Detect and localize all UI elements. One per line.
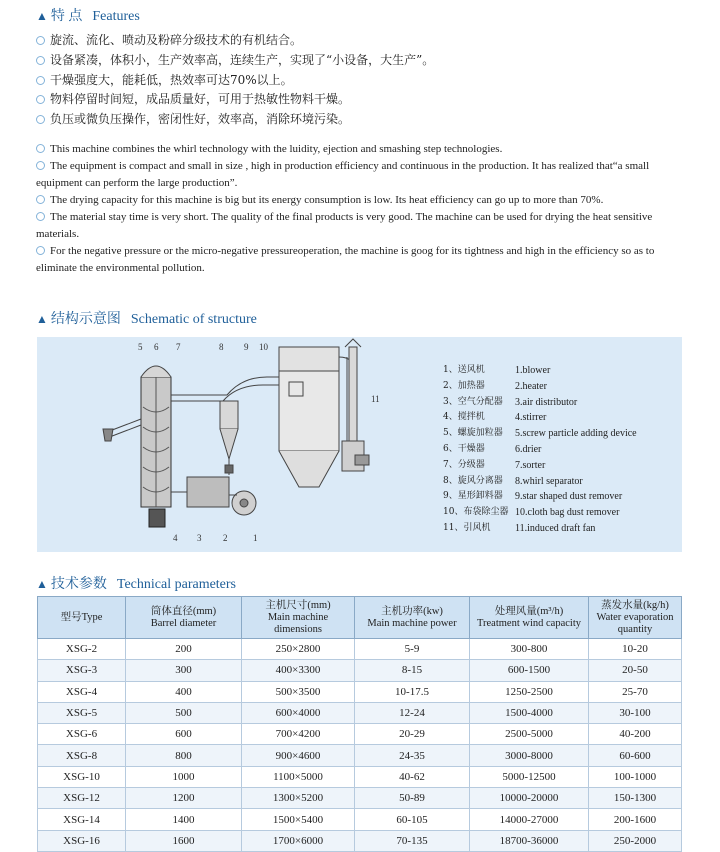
legend-row: 8、旋风分离器 8.whirl separator <box>443 475 583 487</box>
table-row: XSG-5 500 600×4000 12-24 1500-4000 30-100 <box>38 702 682 723</box>
list-item: 旋流、流化、喷动及粉碎分级技术的有机结合。 <box>36 31 434 51</box>
list-item: The equipment is compact and small in size , high in production efficiency and continuous in the production. It has realized that“a small equipment can perform the large production”. <box>36 160 650 189</box>
list-item: This machine combines the whirl technology with the luidity, ejection and smashing step technologies. <box>36 141 686 158</box>
legend-row: 5、螺旋加粒器 5.screw particle adding device <box>443 428 637 440</box>
list-item: The material stay time is very short. The quality of the final products is very good. The machine can be used for drying the heat sensitive materials. <box>36 211 653 240</box>
legend-row: 10、布袋除尘器 10.cloth bag dust remover <box>443 507 620 519</box>
triangle-icon: ▲ <box>36 9 48 23</box>
diagram-label-3: 3 <box>197 533 202 543</box>
table-row: XSG-10 1000 1100×5000 40-62 5000-12500 100-1000 <box>38 766 682 787</box>
table-row: XSG-16 1600 1700×6000 70-135 18700-36000 250-2000 <box>38 830 682 851</box>
diagram-label-11: 11 <box>371 394 380 404</box>
circle-bullet-icon <box>36 195 45 204</box>
table-row: XSG-4 400 500×3500 10-17.5 1250-2500 25-70 <box>38 681 682 702</box>
circle-bullet-icon <box>36 76 45 85</box>
list-item: For the negative pressure or the micro-negative pressureoperation, the machine is goog for its tightness and high in the efficiency so as to eliminate the environmental pollution. <box>36 245 655 274</box>
diagram-label-9: 9 <box>244 342 249 352</box>
circle-bullet-icon <box>36 56 45 65</box>
features-zh-list <box>36 31 434 130</box>
structure-legend <box>443 363 637 537</box>
diagram-label-1: 1 <box>253 533 258 543</box>
legend-row: 3、空气分配器 3.air distributor <box>443 396 578 408</box>
list-item: 设备紧凑，体积小，生产效率高，连续生产，实现了“小设备，大生产”。 <box>36 51 434 71</box>
column-header: 处理风量(m³/h) Treatment wind capacity <box>470 597 589 639</box>
circle-bullet-icon <box>36 115 45 124</box>
column-header: 主机功率(kw) Main machine power <box>355 597 470 639</box>
column-header: 主机尺寸(mm) Main machine dimensions <box>242 597 355 639</box>
legend-row: 4、搅拌机 4.stirrer <box>443 412 547 424</box>
diagram-label-8: 8 <box>219 342 224 352</box>
table-row: XSG-6 600 700×4200 20-29 2500-5000 40-200 <box>38 724 682 745</box>
tech-title-zh: 技术参数 <box>50 577 107 592</box>
circle-bullet-icon <box>36 212 45 221</box>
legend-row: 2、加热器 2.heater <box>443 380 547 392</box>
list-item: The drying capacity for this machine is big but its energy consumption is low. Its heat efficiency can go up to more than 70%. <box>36 192 686 209</box>
diagram-label-10: 10 <box>259 342 268 352</box>
technical-parameters-table <box>37 596 682 852</box>
circle-bullet-icon <box>36 144 45 153</box>
diagram-label-7: 7 <box>176 342 181 352</box>
triangle-icon: ▲ <box>36 312 48 326</box>
schematic-drawing <box>37 337 437 552</box>
diagram-label-2: 2 <box>223 533 228 543</box>
circle-bullet-icon <box>36 95 45 104</box>
table-row: XSG-12 1200 1300×5200 50-89 10000-20000 150-1300 <box>38 788 682 809</box>
triangle-icon: ▲ <box>36 577 48 591</box>
legend-row: 6、干燥器 6.drier <box>443 443 542 455</box>
features-title-en: Features <box>92 9 140 24</box>
list-item: 干燥强度大，能耗低，热效率可达70%以上。 <box>36 71 434 91</box>
legend-row: 9、星形卸料器 9.star shaped dust remover <box>443 491 623 503</box>
legend-row: 7、分级器 7.sorter <box>443 459 546 471</box>
table-header-row <box>38 597 682 639</box>
table-row: XSG-14 1400 1500×5400 60-105 14000-27000 200-1600 <box>38 809 682 830</box>
structure-heading <box>36 308 257 328</box>
tech-title-en: Technical parameters <box>116 577 237 592</box>
legend-row: 1、送风机 1.blower <box>443 365 551 376</box>
table-row: XSG-3 300 400×3300 8-15 600-1500 20-50 <box>38 660 682 681</box>
diagram-label-6: 6 <box>154 342 159 352</box>
features-heading <box>36 5 140 25</box>
table-row: XSG-8 800 900×4600 24-35 3000-8000 60-600 <box>38 745 682 766</box>
structure-title-zh: 结构示意图 <box>50 312 121 327</box>
tech-heading <box>36 573 236 593</box>
diagram-label-4: 4 <box>173 533 178 543</box>
column-header: 蒸发水量(kg/h) Water evaporation quantity <box>589 597 682 639</box>
legend-row: 11、引风机 11.induced draft fan <box>443 522 596 534</box>
circle-bullet-icon <box>36 36 45 45</box>
column-header: 筒体直径(mm) Barrel diameter <box>126 597 242 639</box>
features-en-list <box>36 141 686 277</box>
list-item: 物料停留时间短，成品质量好，可用于热敏性物料干燥。 <box>36 90 434 110</box>
column-header: 型号Type <box>38 597 126 639</box>
diagram-label-5: 5 <box>138 342 143 352</box>
circle-bullet-icon <box>36 246 45 255</box>
structure-title-en: Schematic of structure <box>130 312 257 327</box>
features-title-zh: 特 点 <box>50 9 83 24</box>
circle-bullet-icon <box>36 161 45 170</box>
list-item: 负压或微负压操作，密闭性好，效率高，消除环境污染。 <box>36 110 434 130</box>
table-row: XSG-2 200 250×2800 5-9 300-800 10-20 <box>38 639 682 660</box>
